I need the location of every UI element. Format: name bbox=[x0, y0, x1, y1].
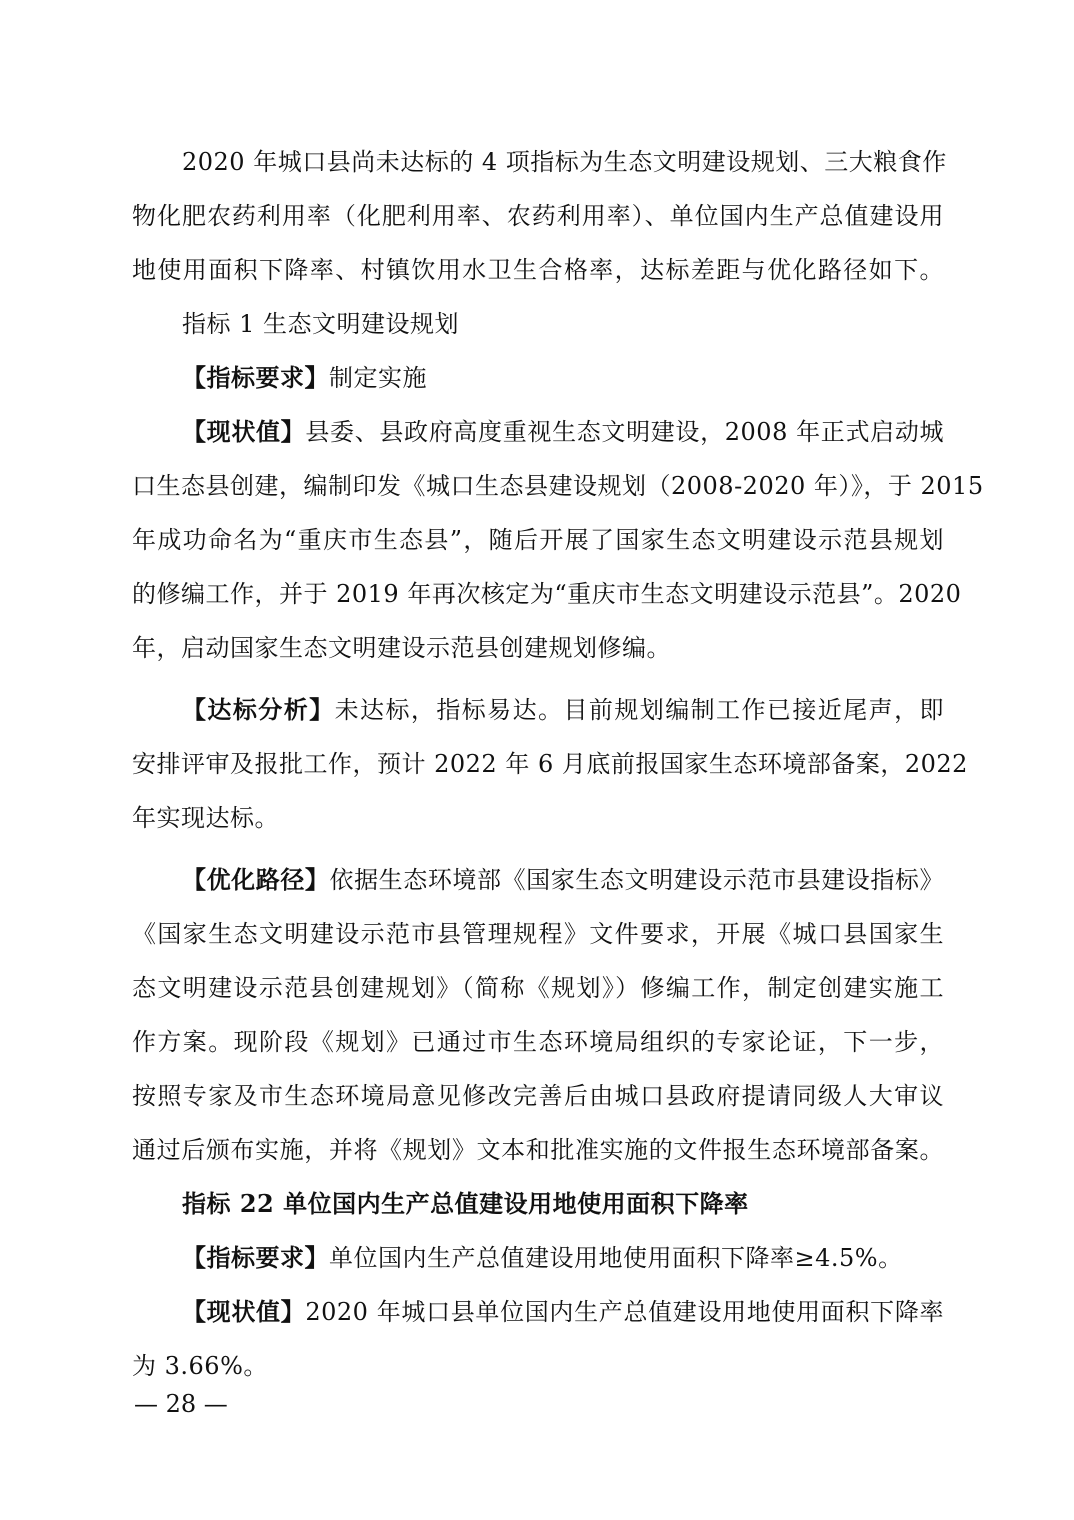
requirement-label: 【指标要求】 bbox=[182, 1243, 329, 1272]
text-line: 地使用面积下降率、村镇饮用水卫生合格率，达标差距与优化路径如下。 bbox=[132, 256, 944, 284]
text-line: 安排评审及报批工作，预计 2022 年 6 月底前报国家生态环境部备案，2022 bbox=[132, 750, 968, 778]
text-line: 2020 年城口县尚未达标的 4 项指标为生态文明建设规划、三大粮食作 bbox=[182, 148, 947, 176]
path-text: 依据生态环境部《国家生态文明建设示范市县建设指标》 bbox=[329, 866, 944, 894]
text-line: 态文明建设示范县创建规划》（简称《规划》）修编工作，制定创建实施工 bbox=[132, 974, 944, 1002]
text-line: 物化肥农药利用率（化肥利用率、农药利用率）、单位国内生产总值建设用 bbox=[132, 202, 944, 230]
text-line: 为 3.66%。 bbox=[132, 1352, 268, 1380]
text-line bbox=[132, 688, 944, 742]
text-line: 年实现达标。 bbox=[132, 804, 279, 832]
analysis-label: 【达标分析】 bbox=[182, 695, 335, 724]
text-line: 《国家生态文明建设示范市县管理规程》文件要求，开展《城口县国家生 bbox=[132, 920, 944, 948]
text-line: 年成功命名为“重庆市生态县”，随后开展了国家生态文明建设示范县规划 bbox=[132, 526, 944, 554]
text-line: 口生态县创建，编制印发《城口生态县建设规划（2008-2020 年）》，于 2015 bbox=[132, 472, 984, 500]
path-label: 【优化路径】 bbox=[182, 865, 330, 894]
indicator-22-heading: 指标 22 单位国内生产总值建设用地使用面积下降率 bbox=[182, 1189, 749, 1218]
status-text: 2020 年城口县单位国内生产总值建设用地使用面积下降率 bbox=[305, 1298, 944, 1326]
analysis-text: 未达标，指标易达。目前规划编制工作已接近尾声，即 bbox=[334, 696, 945, 724]
text-line bbox=[132, 1290, 944, 1344]
text-line: 通过后颁布实施，并将《规划》文本和批准实施的文件报生态环境部备案。 bbox=[132, 1136, 944, 1164]
status-label: 【现状值】 bbox=[182, 1297, 306, 1326]
indicator-1-requirement bbox=[132, 356, 944, 410]
text-line bbox=[132, 858, 944, 912]
requirement-label: 【指标要求】 bbox=[182, 363, 329, 392]
text-line bbox=[132, 410, 944, 464]
requirement-text: 单位国内生产总值建设用地使用面积下降率≥4.5%。 bbox=[329, 1244, 903, 1272]
status-text: 县委、县政府高度重视生态文明建设，2008 年正式启动城 bbox=[305, 418, 944, 446]
text-line: 按照专家及市生态环境局意见修改完善后由城口县政府提请同级人大审议 bbox=[132, 1082, 944, 1110]
requirement-text: 制定实施 bbox=[329, 364, 427, 392]
text-line: 年，启动国家生态文明建设示范县创建规划修编。 bbox=[132, 634, 671, 662]
status-label: 【现状值】 bbox=[182, 417, 306, 446]
text-line: 的修编工作，并于 2019 年再次核定为“重庆市生态文明建设示范县”。2020 bbox=[132, 580, 962, 608]
indicator-1-analysis bbox=[132, 688, 968, 850]
indicator-22-requirement bbox=[132, 1236, 944, 1290]
indicator-1-status bbox=[132, 410, 984, 680]
page-number: — 28 — bbox=[134, 1390, 228, 1418]
indicator-22-status bbox=[132, 1290, 944, 1398]
indicator-1-optimization-path bbox=[132, 858, 944, 1182]
document-body bbox=[132, 140, 984, 1398]
indicator-1-heading: 指标 1 生态文明建设规划 bbox=[182, 310, 460, 338]
intro-paragraph bbox=[132, 140, 947, 302]
text-line: 作方案。现阶段《规划》已通过市生态环境局组织的专家论证，下一步， bbox=[132, 1028, 944, 1056]
